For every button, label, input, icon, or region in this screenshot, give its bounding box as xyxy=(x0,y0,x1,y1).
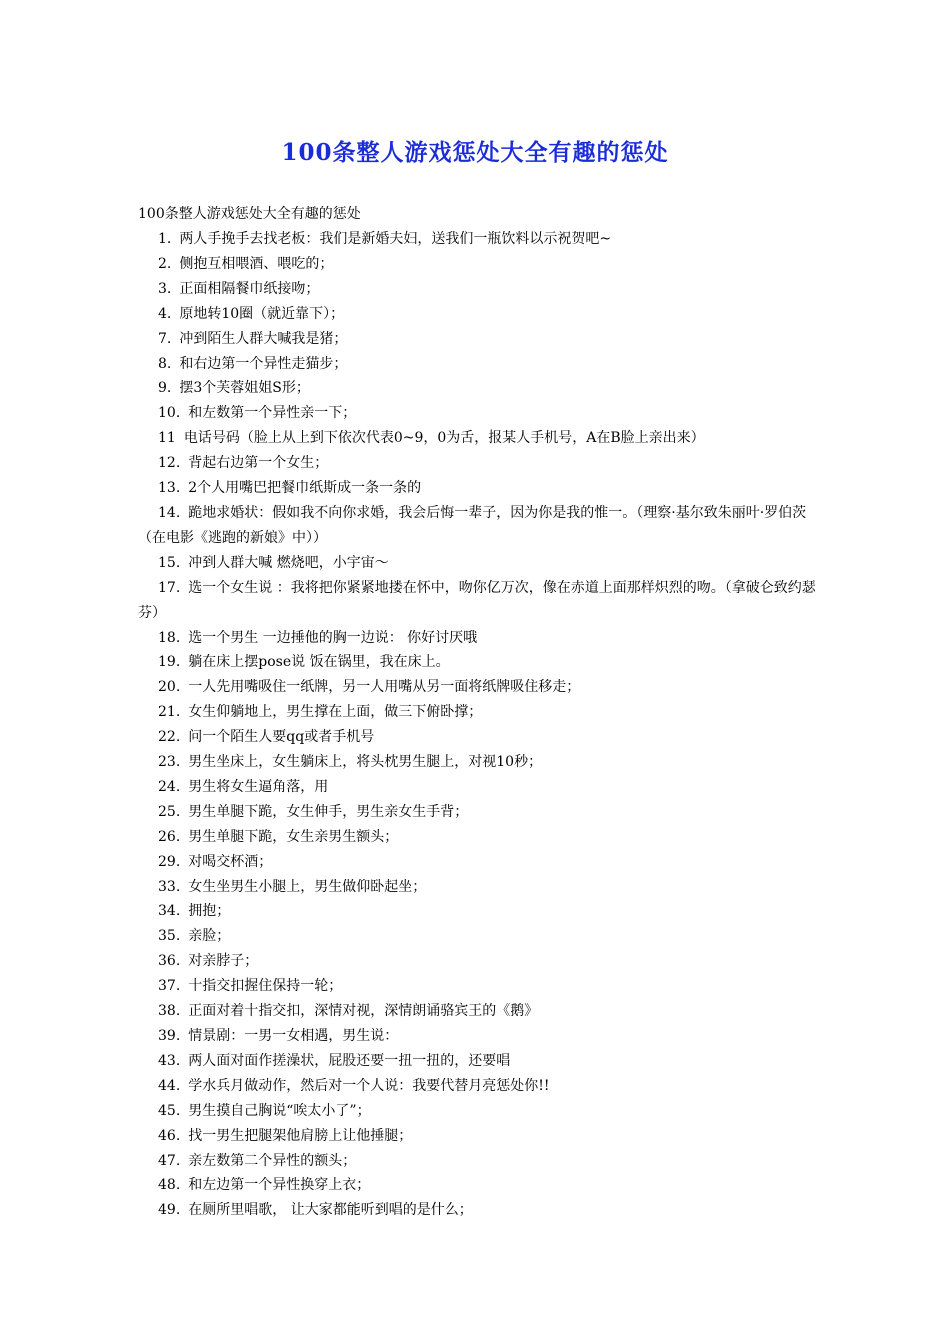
list-item-number: 46. xyxy=(158,1127,181,1144)
list-item-number: 2. xyxy=(158,255,172,272)
list-item-text: 侧抱互相喂酒、喂吃的； xyxy=(179,255,334,272)
list-item-text: 正面对着十指交扣，深情对视，深情朗诵骆宾王的《鹅》 xyxy=(188,1003,539,1020)
list-item-text: 跪地求婚状：假如我不向你求婚，我会后悔一辈子，因为你是我的惟一。（理察·基尔致朱丽叶·罗伯茨（在电影《逃跑的新娘》中）） xyxy=(138,504,807,546)
list-item xyxy=(138,352,818,377)
list-item-text: 学水兵月做动作，然后对一个人说：我要代替月亮惩处你!! xyxy=(188,1077,550,1094)
list-item xyxy=(138,800,818,825)
list-item-text: 和左边第一个异性换穿上衣； xyxy=(188,1177,371,1194)
list-item xyxy=(138,1049,818,1074)
list-item-number: 21. xyxy=(158,704,181,721)
list-item xyxy=(138,1099,818,1124)
list-item-number: 29. xyxy=(158,853,181,870)
list-item-number: 11 xyxy=(158,430,176,447)
list-item-text: 2个人用嘴巴把餐巾纸斯成一条一条的 xyxy=(188,480,422,497)
list-item xyxy=(138,650,818,675)
list-item-text: 两人手挽手去找老板：我们是新婚夫妇，送我们一瓶饮料以示祝贺吧~ xyxy=(179,231,612,247)
list-item-text: 选一个男生 一边捶他的胸一边说： 你好讨厌哦 xyxy=(188,629,478,646)
list-item xyxy=(138,924,818,949)
list-item-number: 9. xyxy=(158,380,172,397)
list-item-number: 45. xyxy=(158,1102,181,1119)
list-item-number: 7. xyxy=(158,330,172,347)
list-item-text: 找一男生把腿架他肩膀上让他捶腿； xyxy=(188,1127,413,1144)
list-item-text: 问一个陌生人要qq或者手机号 xyxy=(188,729,375,746)
list-item-text: 在厕所里唱歌， 让大家都能听到唱的是什么； xyxy=(188,1202,473,1219)
list-item-number: 3. xyxy=(158,280,172,297)
list-item-number: 14. xyxy=(158,504,181,521)
list-item xyxy=(138,576,818,626)
list-item xyxy=(138,949,818,974)
list-item-text: 男生坐床上，女生躺床上，将头枕男生腿上，对视10秒； xyxy=(188,754,543,771)
list-item-text: 亲脸； xyxy=(188,928,231,945)
list-item xyxy=(138,426,818,451)
document-title: 100条整人游戏惩处大全有趣的惩处 xyxy=(281,139,669,166)
list-item-number: 10. xyxy=(158,405,181,422)
list-item-number: 26. xyxy=(158,828,181,845)
list-item-text: 对亲脖子； xyxy=(188,953,259,970)
list-item xyxy=(138,277,818,302)
list-item-number: 43. xyxy=(158,1052,181,1069)
list-item-number: 34. xyxy=(158,903,181,920)
list-item xyxy=(138,551,818,576)
list-item-text: 冲到陌生人群大喊我是猪； xyxy=(179,330,348,347)
list-item-text: 摆3个芙蓉姐姐S形； xyxy=(179,380,310,397)
list-item-number: 20. xyxy=(158,679,181,696)
list-item xyxy=(138,252,818,277)
list-item-number: 25. xyxy=(158,803,181,820)
list-item xyxy=(138,725,818,750)
list-item-text: 冲到人群大喊 燃烧吧，小宇宙～ xyxy=(188,554,389,571)
list-item-number: 18. xyxy=(158,629,181,646)
list-item-number: 24. xyxy=(158,778,181,795)
list-item-number: 44. xyxy=(158,1077,181,1094)
document-subtitle: 100条整人游戏惩处大全有趣的惩处 xyxy=(138,206,361,222)
list-item-number: 48. xyxy=(158,1177,181,1194)
list-item-number: 33. xyxy=(158,878,181,895)
list-item-text: 选一个女生说 ：我将把你紧紧地搂在怀中，吻你亿万次，像在赤道上面那样炽烈的吻。（拿破仑致约瑟芬） xyxy=(138,579,816,621)
list-item-text: 躺在床上摆pose说 饭在锅里，我在床上。 xyxy=(188,654,450,671)
list-item-text: 女生坐男生小腿上，男生做仰卧起坐； xyxy=(188,878,427,895)
list-item xyxy=(138,675,818,700)
list-item-number: 15. xyxy=(158,554,181,571)
list-item xyxy=(138,850,818,875)
list-item xyxy=(138,1149,818,1174)
list-item-number: 49. xyxy=(158,1202,181,1219)
list-item-text: 女生仰躺地上，男生撑在上面，做三下俯卧撑； xyxy=(188,704,483,721)
list-item-number: 1. xyxy=(158,231,172,247)
document-body xyxy=(138,202,818,1223)
list-item xyxy=(138,825,818,850)
list-item-number: 23. xyxy=(158,754,181,771)
list-item xyxy=(138,750,818,775)
list-item-text: 拥抱； xyxy=(188,903,231,920)
list-item-text: 十指交扣握住保持一轮； xyxy=(188,978,343,995)
list-item-text: 背起右边第一个女生； xyxy=(188,455,329,472)
list-item-text: 情景剧：一男一女相遇，男生说： xyxy=(188,1028,399,1044)
list-item xyxy=(138,1173,818,1198)
list-item xyxy=(138,1074,818,1099)
list-item-text: 电话号码（脸上从上到下依次代表0~9，0为舌，报某人手机号，A在B脸上亲出来） xyxy=(183,430,705,447)
list-item-number: 39. xyxy=(158,1028,181,1044)
list-item-text: 男生摸自己胸说“唉太小了”； xyxy=(188,1102,371,1119)
list-item-number: 12. xyxy=(158,455,181,472)
list-item xyxy=(138,1124,818,1149)
list-item xyxy=(138,626,818,651)
list-item-text: 原地转10圈（就近靠下）； xyxy=(179,305,345,322)
list-item xyxy=(138,875,818,900)
list-item xyxy=(138,775,818,800)
list-item-text: 一人先用嘴吸住一纸牌，另一人用嘴从另一面将纸牌吸住移走； xyxy=(188,679,581,696)
list-item xyxy=(138,302,818,327)
list-item xyxy=(138,1024,818,1049)
list-item-text: 对喝交杯酒； xyxy=(188,853,273,870)
list-item xyxy=(138,899,818,924)
list-item-number: 35. xyxy=(158,928,181,945)
list-item-number: 36. xyxy=(158,953,181,970)
list-item xyxy=(138,974,818,999)
list-item-text: 男生单腿下跪，女生伸手，男生亲女生手背； xyxy=(188,803,469,820)
list-item xyxy=(138,1198,818,1223)
list-item xyxy=(138,476,818,501)
list-item-text: 男生将女生逼角落，用 xyxy=(188,778,329,795)
list-item xyxy=(138,999,818,1024)
list-item-text: 两人面对面作搓澡状，屁股还要一扭一扭的，还要唱 xyxy=(188,1052,511,1069)
list-item-text: 亲左数第二个异性的额头； xyxy=(188,1152,357,1169)
list-item-number: 22. xyxy=(158,729,181,746)
list-item-text: 男生单腿下跪，女生亲男生额头； xyxy=(188,828,399,845)
list-item-number: 13. xyxy=(158,480,181,497)
list-item xyxy=(138,401,818,426)
list-item xyxy=(138,501,818,551)
list-item-number: 47. xyxy=(158,1152,181,1169)
list-item-number: 17. xyxy=(158,579,181,596)
list-item-number: 19. xyxy=(158,654,181,671)
list-item xyxy=(138,700,818,725)
punishment-list xyxy=(138,227,818,1223)
list-item-number: 37. xyxy=(158,978,181,995)
list-item xyxy=(138,376,818,401)
list-item-text: 正面相隔餐巾纸接吻； xyxy=(179,280,320,297)
list-item-number: 8. xyxy=(158,355,172,372)
list-item xyxy=(138,451,818,476)
list-item-number: 38. xyxy=(158,1003,181,1020)
list-item-text: 和左数第一个异性亲一下； xyxy=(188,405,357,422)
list-item-number: 4. xyxy=(158,305,172,322)
list-item xyxy=(138,227,818,252)
list-item-text: 和右边第一个异性走猫步； xyxy=(179,355,348,372)
list-item xyxy=(138,327,818,352)
